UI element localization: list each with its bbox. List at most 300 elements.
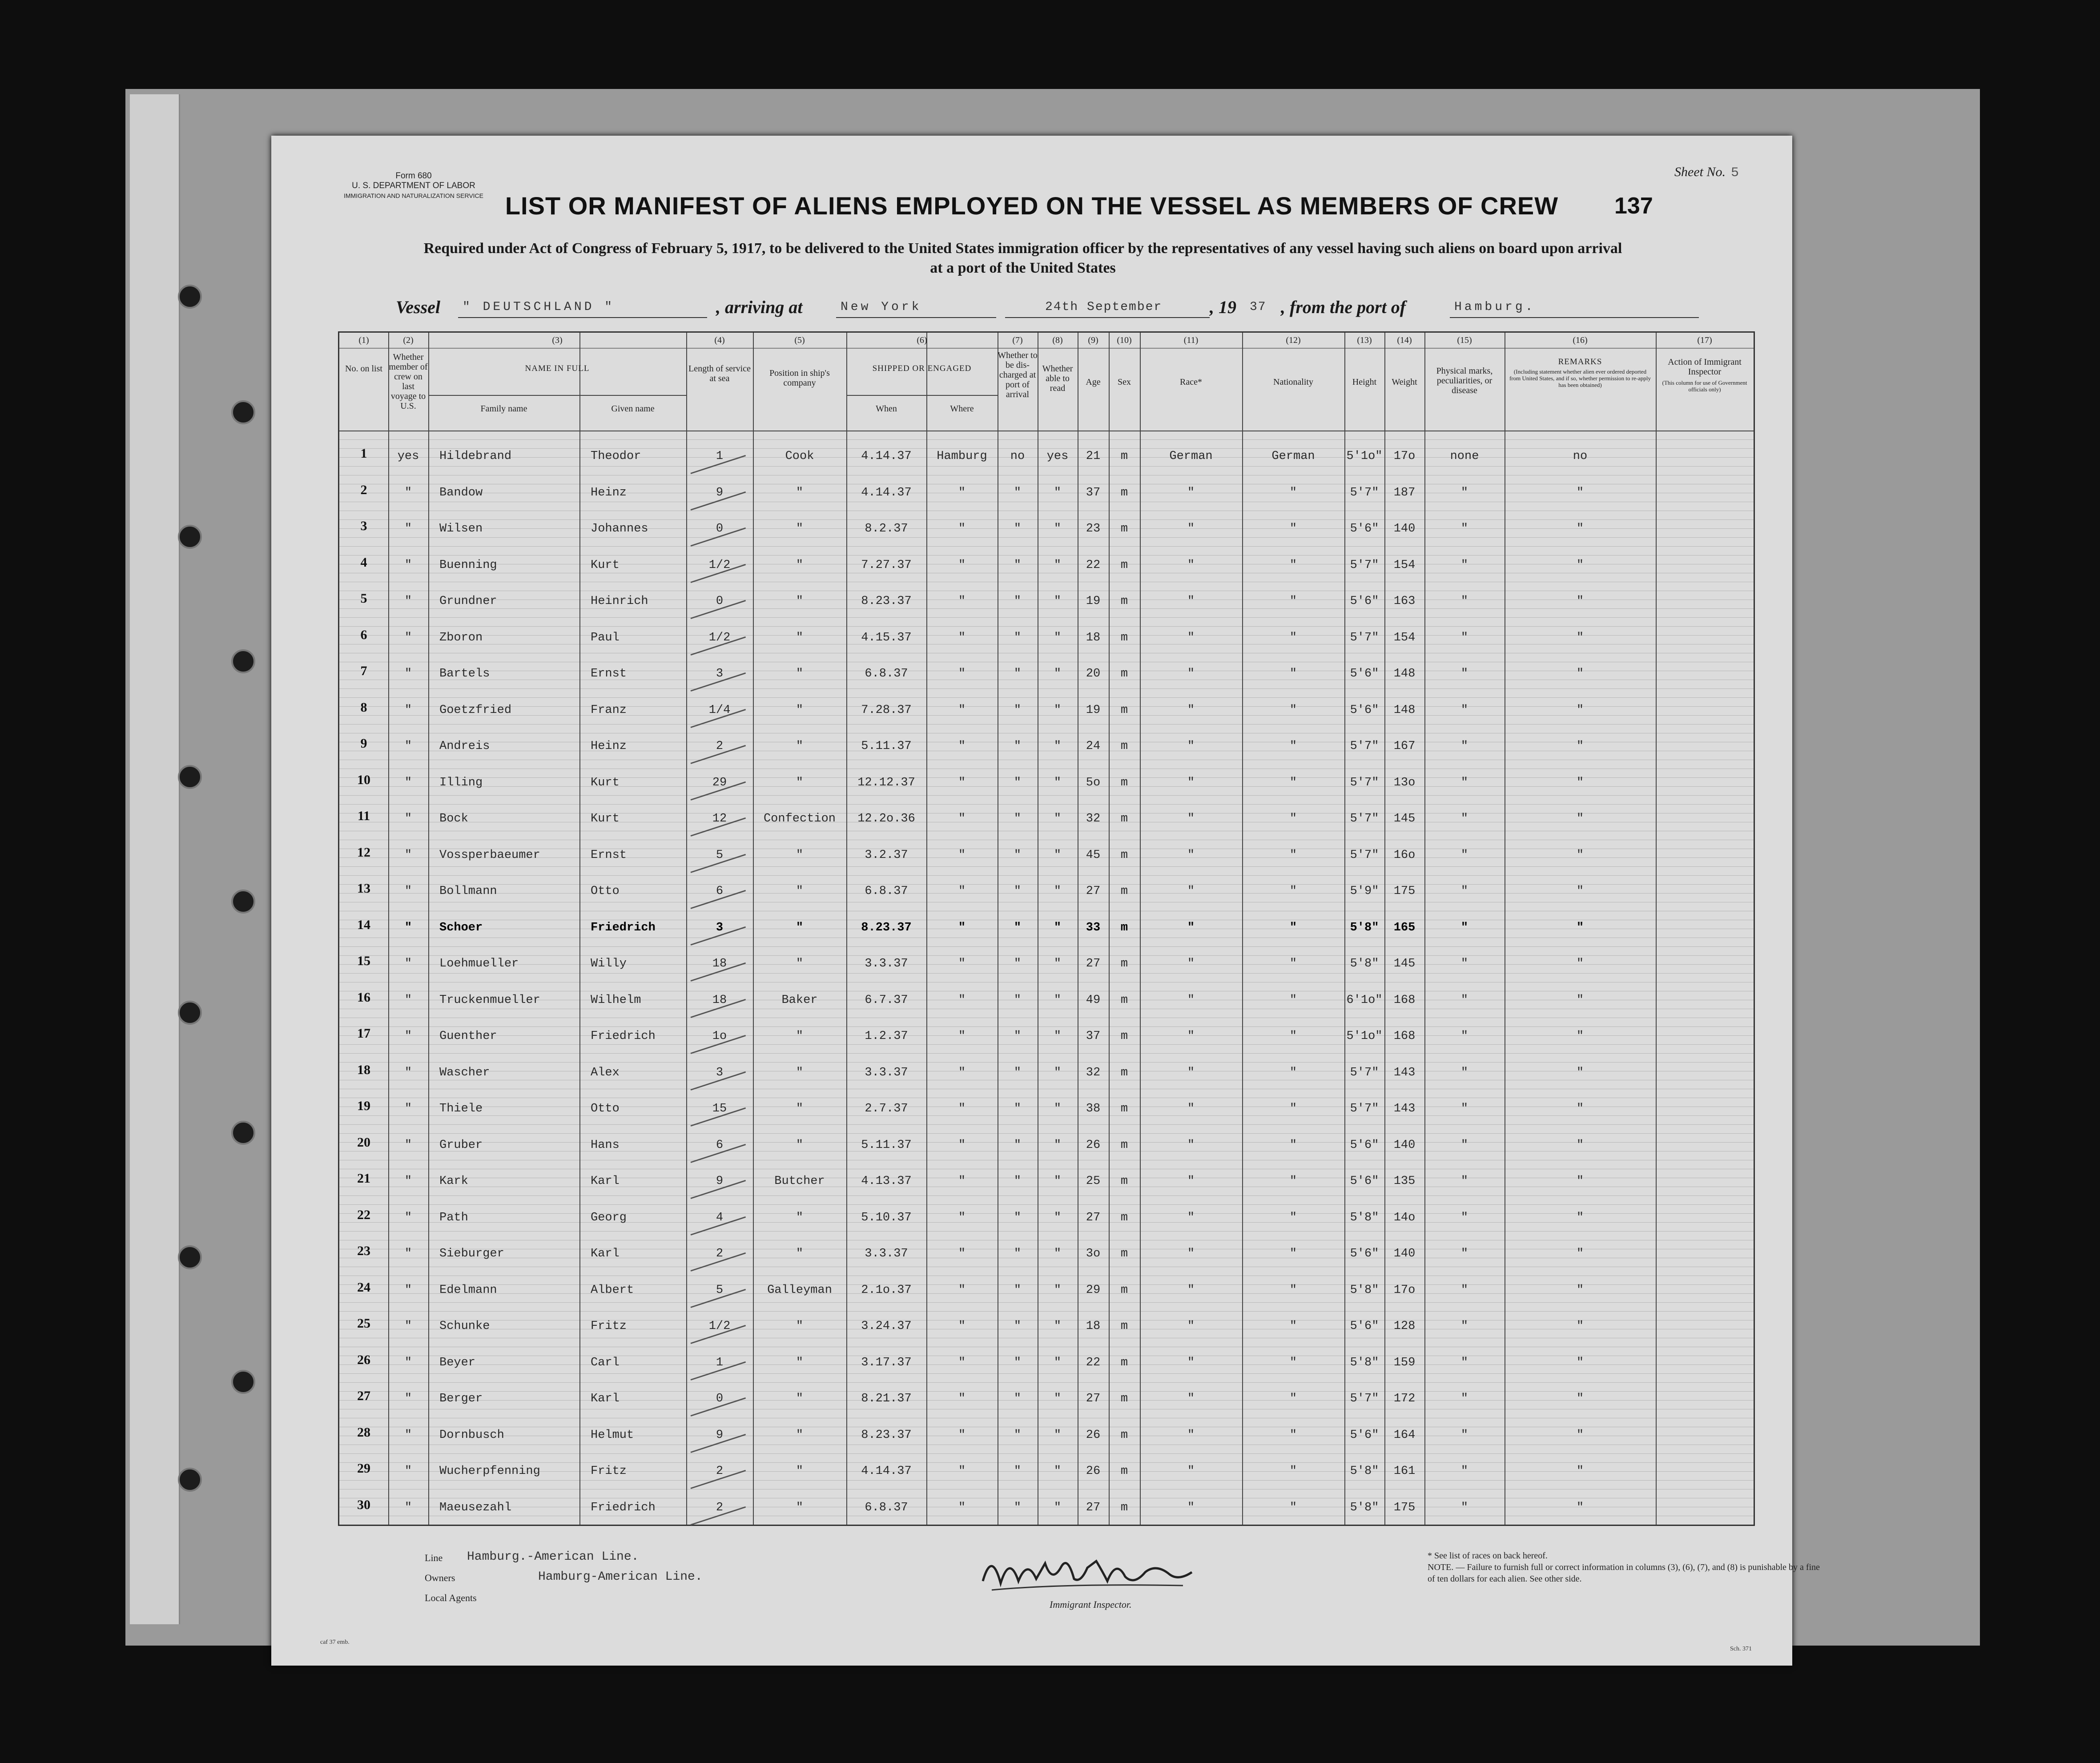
table-row: [339, 1457, 1754, 1493]
cell-prev: ": [404, 1138, 412, 1152]
cell-no: 4: [360, 555, 367, 570]
cell-position: ": [796, 667, 804, 680]
cell-no: 18: [357, 1062, 370, 1077]
line-value: Hamburg.-American Line.: [467, 1550, 639, 1564]
cell-sex: m: [1120, 885, 1128, 898]
cell-weight: 16o: [1393, 848, 1416, 862]
cell-sex: m: [1120, 522, 1128, 535]
cell-sex: m: [1120, 957, 1128, 970]
header-sex: Sex: [1118, 377, 1131, 387]
cell-race: ": [1187, 1175, 1195, 1188]
cell-age: 38: [1086, 1102, 1101, 1115]
cell-where: ": [958, 957, 966, 970]
cell-given: Ernst: [591, 667, 627, 680]
cell-nationality: ": [1289, 1320, 1297, 1333]
cell-discharged: ": [1014, 1356, 1022, 1369]
cell-prev: ": [404, 776, 412, 789]
owners-value: Hamburg-American Line.: [538, 1570, 703, 1584]
header-race: Race*: [1180, 377, 1202, 387]
cell-remarks: no: [1573, 450, 1588, 463]
column-number: (15): [1457, 335, 1472, 345]
cell-family: Schoer: [439, 921, 483, 934]
cell-family: Bandow: [439, 486, 483, 499]
cell-read: ": [1054, 1030, 1062, 1043]
cell-prev: ": [404, 522, 412, 535]
table-row: [339, 696, 1754, 732]
cell-nationality: ": [1289, 993, 1297, 1007]
cell-marks: ": [1460, 1428, 1468, 1442]
cell-weight: 175: [1393, 1501, 1416, 1514]
cell-service: 18: [712, 957, 727, 970]
cell-marks: ": [1460, 1501, 1468, 1514]
cell-weight: 164: [1393, 1428, 1416, 1442]
cell-position: ": [796, 957, 804, 970]
cell-marks: ": [1460, 921, 1468, 934]
cell-nationality: ": [1289, 1030, 1297, 1043]
column-number: (8): [1052, 335, 1063, 345]
cell-where: ": [958, 595, 966, 608]
cell-family: Schunke: [439, 1320, 490, 1333]
cell-where: ": [958, 486, 966, 499]
cell-where: ": [958, 1356, 966, 1369]
cell-where: ": [958, 1392, 966, 1405]
cell-discharged: ": [1014, 1211, 1022, 1224]
cell-prev: ": [404, 631, 412, 644]
cell-read: ": [1054, 957, 1062, 970]
cell-service: 2: [716, 740, 724, 753]
cell-family: Gruber: [439, 1138, 483, 1152]
cell-remarks: ": [1576, 885, 1584, 898]
cell-prev: ": [404, 740, 412, 753]
cell-height: 5'7": [1350, 1066, 1379, 1079]
cell-family: Dornbusch: [439, 1428, 504, 1442]
cell-height: 5'6": [1350, 1428, 1379, 1442]
manifest-table: [338, 331, 1755, 1526]
cell-service: 3: [716, 1066, 724, 1079]
cell-height: 5'6": [1350, 595, 1379, 608]
arrival-port: New York: [841, 300, 922, 314]
cell-family: Buenning: [439, 558, 497, 572]
header-where: Where: [950, 404, 974, 414]
cell-where: ": [958, 740, 966, 753]
manifest-page: [271, 136, 1820, 1666]
cell-age: 27: [1086, 1211, 1101, 1224]
cell-where: ": [958, 812, 966, 825]
cell-when: 1.2.37: [865, 1030, 908, 1043]
cell-no: 28: [357, 1425, 370, 1440]
binder-hole: [178, 525, 202, 549]
cell-when: 7.27.37: [861, 558, 912, 572]
cell-discharged: ": [1014, 1247, 1022, 1260]
cell-discharged: ": [1014, 1320, 1022, 1333]
cell-position: ": [796, 1356, 804, 1369]
cell-nationality: ": [1289, 848, 1297, 862]
cell-position: ": [796, 1501, 804, 1514]
cell-no: 26: [357, 1352, 370, 1367]
cell-position: ": [796, 776, 804, 789]
cell-weight: 17o: [1393, 450, 1416, 463]
cell-height: 5'6": [1350, 667, 1379, 680]
cell-marks: ": [1460, 1283, 1468, 1297]
cell-marks: ": [1460, 1030, 1468, 1043]
cell-height: 5'8": [1350, 1501, 1379, 1514]
sheet-number-value: 5: [1730, 165, 1739, 181]
cell-where: ": [958, 921, 966, 934]
cell-family: Maeusezahl: [439, 1501, 512, 1514]
manifest-footer: [338, 1532, 1820, 1648]
table-row: [339, 1022, 1754, 1058]
cell-position: Galleyman: [767, 1283, 832, 1297]
cell-nationality: ": [1289, 486, 1297, 499]
cell-read: ": [1054, 885, 1062, 898]
cell-family: Zboron: [439, 631, 483, 644]
cell-position: ": [796, 740, 804, 753]
cell-weight: 14o: [1393, 1211, 1416, 1224]
column-number: (2): [403, 335, 414, 345]
cell-height: 5'8": [1350, 957, 1379, 970]
cell-where: ": [958, 1066, 966, 1079]
cell-where: ": [958, 1501, 966, 1514]
cell-position: ": [796, 1320, 804, 1333]
binder-hole: [178, 1468, 202, 1492]
header-action-note: (This column for use of Government officials only): [1662, 379, 1747, 393]
table-row: [339, 986, 1754, 1022]
cell-age: 26: [1086, 1465, 1101, 1478]
cell-marks: ": [1460, 740, 1468, 753]
cell-discharged: ": [1014, 885, 1022, 898]
cell-race: ": [1187, 740, 1195, 753]
cell-nationality: German: [1271, 450, 1315, 463]
cell-sex: m: [1120, 1320, 1128, 1333]
cell-family: Berger: [439, 1392, 483, 1405]
cell-marks: ": [1460, 1211, 1468, 1224]
cell-height: 5'7": [1350, 776, 1379, 789]
cell-race: ": [1187, 486, 1195, 499]
cell-prev: ": [404, 1428, 412, 1442]
cell-given: Kurt: [591, 558, 620, 572]
cell-weight: 135: [1393, 1175, 1416, 1188]
cell-where: ": [958, 776, 966, 789]
footer-note: [1428, 1550, 1828, 1585]
cell-discharged: ": [1014, 1066, 1022, 1079]
cell-when: 6.8.37: [865, 667, 908, 680]
table-row: [339, 514, 1754, 551]
cell-when: 4.13.37: [861, 1175, 912, 1188]
cell-service: 9: [716, 486, 724, 499]
cell-discharged: ": [1014, 1465, 1022, 1478]
cell-read: ": [1054, 1428, 1062, 1442]
cell-where: ": [958, 558, 966, 572]
arrival-date: 24th September: [1045, 300, 1163, 314]
cell-weight: 145: [1393, 957, 1416, 970]
cell-position: Cook: [785, 450, 814, 463]
cell-weight: 145: [1393, 812, 1416, 825]
from-port: Hamburg.: [1454, 300, 1536, 314]
cell-family: Path: [439, 1211, 468, 1224]
cell-marks: ": [1460, 631, 1468, 644]
page-title: LIST OR MANIFEST OF ALIENS EMPLOYED ON THE VESSEL AS MEMBERS OF CREW: [505, 192, 1559, 220]
cell-race: ": [1187, 703, 1195, 717]
cell-service: 1/2: [708, 1320, 731, 1333]
page-subtitle: [360, 239, 1686, 278]
cell-marks: ": [1460, 1066, 1468, 1079]
cell-given: Heinz: [591, 740, 627, 753]
cell-age: 26: [1086, 1138, 1101, 1152]
cell-position: ": [796, 1211, 804, 1224]
cell-given: Friedrich: [591, 921, 656, 934]
from-port-label: , from the port of: [1281, 297, 1406, 317]
cell-height: 5'6": [1350, 1247, 1379, 1260]
cell-given: Wilhelm: [591, 993, 641, 1007]
cell-height: 5'6": [1350, 703, 1379, 717]
table-row: [339, 913, 1754, 950]
cell-family: Bock: [439, 812, 468, 825]
cell-marks: ": [1460, 848, 1468, 862]
cell-discharged: ": [1014, 740, 1022, 753]
cell-age: 49: [1086, 993, 1101, 1007]
cell-age: 27: [1086, 1501, 1101, 1514]
cell-remarks: ": [1576, 1392, 1584, 1405]
table-row: [339, 841, 1754, 877]
cell-no: 8: [360, 700, 367, 715]
cell-where: ": [958, 1030, 966, 1043]
agents-label: Local Agents: [425, 1592, 477, 1603]
cell-no: 27: [357, 1389, 370, 1403]
cell-when: 3.3.37: [865, 1247, 908, 1260]
cell-when: 4.14.37: [861, 486, 912, 499]
cell-when: 8.2.37: [865, 522, 908, 535]
cell-service: 0: [716, 595, 724, 608]
cell-when: 3.3.37: [865, 957, 908, 970]
cell-read: ": [1054, 1356, 1062, 1369]
cell-given: Karl: [591, 1392, 620, 1405]
cell-when: 5.10.37: [861, 1211, 912, 1224]
cell-height: 5'6": [1350, 522, 1379, 535]
cell-sex: m: [1120, 667, 1128, 680]
binder-hole: [231, 649, 255, 673]
cell-marks: ": [1460, 667, 1468, 680]
cell-family: Bollmann: [439, 885, 497, 898]
cell-marks: ": [1460, 1247, 1468, 1260]
cell-read: ": [1054, 1501, 1062, 1514]
cell-prev: ": [404, 1356, 412, 1369]
cell-where: Hamburg: [937, 450, 987, 463]
cell-age: 27: [1086, 885, 1101, 898]
table-row: [339, 1203, 1754, 1240]
cell-sex: m: [1120, 1392, 1128, 1405]
table-row: [339, 623, 1754, 660]
cell-marks: ": [1460, 957, 1468, 970]
cell-when: 2.7.37: [865, 1102, 908, 1115]
cell-remarks: ": [1576, 1211, 1584, 1224]
cell-height: 5'7": [1350, 558, 1379, 572]
cell-no: 29: [357, 1461, 370, 1476]
cell-read: ": [1054, 558, 1062, 572]
cell-discharged: ": [1014, 1428, 1022, 1442]
cell-age: 25: [1086, 1175, 1101, 1188]
cell-marks: ": [1460, 1138, 1468, 1152]
cell-weight: 143: [1393, 1066, 1416, 1079]
cell-no: 3: [360, 519, 367, 533]
cell-where: ": [958, 1175, 966, 1188]
cell-race: ": [1187, 885, 1195, 898]
cell-sex: m: [1120, 486, 1128, 499]
cell-service: 0: [716, 522, 724, 535]
table-row: [339, 587, 1754, 623]
binder-hole: [231, 890, 255, 914]
line-label: Line: [425, 1552, 443, 1563]
cell-when: 3.3.37: [865, 1066, 908, 1079]
cell-where: ": [958, 848, 966, 862]
column-number: (5): [794, 335, 805, 345]
cell-sex: m: [1120, 740, 1128, 753]
cell-no: 14: [357, 917, 370, 932]
header-position: Position in ship's company: [769, 368, 830, 388]
cell-remarks: ": [1576, 558, 1584, 572]
column-number: (7): [1012, 335, 1023, 345]
cell-race: ": [1187, 848, 1195, 862]
cell-where: ": [958, 1320, 966, 1333]
cell-sex: m: [1120, 1102, 1128, 1115]
cell-marks: ": [1460, 522, 1468, 535]
table-row: [339, 804, 1754, 841]
cell-nationality: ": [1289, 776, 1297, 789]
cell-family: Illing: [439, 776, 483, 789]
cell-height: 5'7": [1350, 1392, 1379, 1405]
subtitle-line-1: Required under Act of Congress of February 5, 1917, to be delivered to the United States immigration officer by the representatives of any vessel having such aliens on board upon arrival: [423, 240, 1622, 257]
cell-remarks: ": [1576, 1465, 1584, 1478]
cell-height: 5'1o": [1346, 1030, 1383, 1043]
cell-prev: ": [404, 703, 412, 717]
cell-weight: 143: [1393, 1102, 1416, 1115]
cell-nationality: ": [1289, 1247, 1297, 1260]
cell-age: 33: [1086, 921, 1101, 934]
cell-family: Goetzfried: [439, 703, 512, 717]
header-remarks: REMARKS: [1558, 357, 1602, 366]
cell-when: 12.12.37: [857, 776, 915, 789]
cell-where: ": [958, 1211, 966, 1224]
cell-given: Heinz: [591, 486, 627, 499]
cell-discharged: ": [1014, 703, 1022, 717]
binder-strip: [130, 94, 180, 1624]
cell-nationality: ": [1289, 558, 1297, 572]
cell-weight: 148: [1393, 703, 1416, 717]
table-row: [339, 1348, 1754, 1385]
cell-marks: ": [1460, 1320, 1468, 1333]
ruled-line: [339, 439, 1754, 440]
cell-sex: m: [1120, 1175, 1128, 1188]
binder-hole: [231, 1121, 255, 1145]
fine-note: NOTE. — Failure to furnish full or correct information in columns (3), (6), (7), and (8) is punishable by a fine of ten dollars for each alien. See other side.: [1428, 1562, 1820, 1584]
table-row: [339, 1239, 1754, 1276]
cell-remarks: ": [1576, 921, 1584, 934]
cell-weight: 175: [1393, 885, 1416, 898]
cell-marks: ": [1460, 1102, 1468, 1115]
cell-service: 1: [716, 450, 724, 463]
cell-weight: 154: [1393, 631, 1416, 644]
cell-service: 0: [716, 1392, 724, 1405]
cell-read: ": [1054, 921, 1062, 934]
cell-service: 12: [712, 812, 727, 825]
cell-service: 6: [716, 1138, 724, 1152]
table-row: [339, 1312, 1754, 1348]
cell-discharged: ": [1014, 631, 1022, 644]
cell-where: ": [958, 885, 966, 898]
cell-marks: ": [1460, 1356, 1468, 1369]
cell-read: ": [1054, 1247, 1062, 1260]
cell-remarks: ": [1576, 1428, 1584, 1442]
cell-family: Kark: [439, 1175, 468, 1188]
cell-position: ": [796, 921, 804, 934]
cell-family: Sieburger: [439, 1247, 504, 1260]
cell-age: 37: [1086, 486, 1101, 499]
cell-when: 4.14.37: [861, 1465, 912, 1478]
cell-prev: yes: [397, 450, 419, 463]
cell-no: 23: [357, 1244, 370, 1258]
cell-nationality: ": [1289, 885, 1297, 898]
cell-race: ": [1187, 812, 1195, 825]
cell-prev: ": [404, 1030, 412, 1043]
cell-sex: m: [1120, 993, 1128, 1007]
cell-no: 13: [357, 881, 370, 896]
cell-remarks: ": [1576, 1138, 1584, 1152]
cell-race: ": [1187, 921, 1195, 934]
cell-remarks: ": [1576, 522, 1584, 535]
cell-when: 3.24.37: [861, 1320, 912, 1333]
cell-prev: ": [404, 1066, 412, 1079]
table-row: [339, 1384, 1754, 1421]
cell-service: 5: [716, 848, 724, 862]
cell-race: ": [1187, 993, 1195, 1007]
cell-when: 5.11.37: [861, 1138, 912, 1152]
header-family-name: Family name: [480, 404, 527, 414]
cell-service: 5: [716, 1283, 724, 1297]
cell-when: 8.21.37: [861, 1392, 912, 1405]
cell-given: Ernst: [591, 848, 627, 862]
schedule-number: Sch. 371: [1730, 1646, 1752, 1652]
cell-sex: m: [1120, 776, 1128, 789]
cell-remarks: ": [1576, 703, 1584, 717]
cell-prev: ": [404, 558, 412, 572]
cell-where: ": [958, 1428, 966, 1442]
binder-hole: [178, 1245, 202, 1269]
cell-discharged: ": [1014, 776, 1022, 789]
cell-race: ": [1187, 558, 1195, 572]
cell-weight: 167: [1393, 740, 1416, 753]
cell-family: Beyer: [439, 1356, 476, 1369]
cell-prev: ": [404, 1283, 412, 1297]
cell-position: ": [796, 522, 804, 535]
cell-race: ": [1187, 595, 1195, 608]
header-weight: Weight: [1392, 377, 1417, 387]
cell-discharged: ": [1014, 1175, 1022, 1188]
cell-discharged: ": [1014, 1138, 1022, 1152]
cell-prev: ": [404, 667, 412, 680]
cell-sex: m: [1120, 1138, 1128, 1152]
cell-read: ": [1054, 1283, 1062, 1297]
cell-when: 2.1o.37: [861, 1283, 912, 1297]
cell-marks: ": [1460, 595, 1468, 608]
cell-discharged: ": [1014, 558, 1022, 572]
cell-family: Wucherpfenning: [439, 1465, 540, 1478]
cell-height: 5'6": [1350, 1138, 1379, 1152]
cell-given: Carl: [591, 1356, 620, 1369]
header-height: Height: [1352, 377, 1377, 387]
cell-given: Kurt: [591, 812, 620, 825]
cell-service: 9: [716, 1175, 724, 1188]
cell-prev: ": [404, 1211, 412, 1224]
cell-no: 20: [357, 1135, 370, 1150]
